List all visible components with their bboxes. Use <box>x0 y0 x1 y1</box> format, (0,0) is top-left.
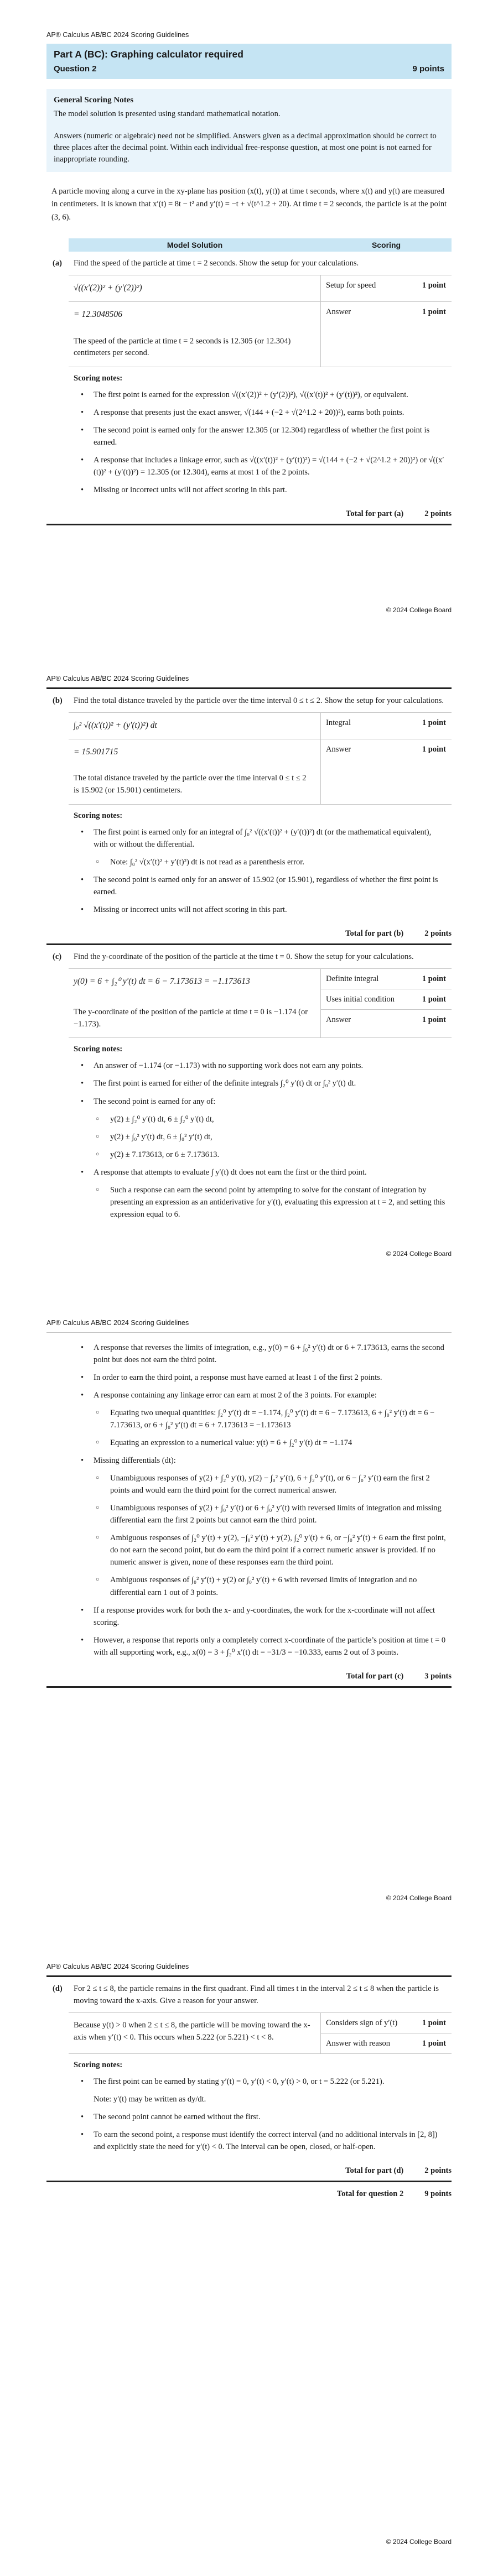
score-points: 1 point <box>422 307 446 317</box>
scoring-subnote: ○ Equating an expression to a numerical value: y(t) = 6 + ∫₂⁰ y′(t) dt = −1.174 <box>74 1437 447 1449</box>
scoring-subnote: ○ Note: ∫₀² √(x′(t)² + y′(t)²) dt is not read as a parenthesis error. <box>74 856 447 868</box>
scoring-subnote: ○ Unambiguous responses of y(2) + ∫₀² y′(t) or 6 + ∫₀² y′(t) with reversed limits of integration and missing differential earn the first 2 points but cannot earn the third point. <box>74 1502 447 1526</box>
scoring-subnote: ○ Ambiguous responses of ∫₀² y′(t) + y(2) or ∫₀² y′(t) + 6 with reversed limits of integration and no differential earn 1 out of 3 points. <box>74 1574 447 1598</box>
part-title: Part A (BC): Graphing calculator required <box>54 49 243 60</box>
table-row <box>69 302 452 367</box>
scoring-note: • The second point is earned only for an answer of 15.902 (or 15.901), regardless of whether the first point is earned. <box>74 874 447 898</box>
score-row <box>321 2033 452 2053</box>
header-rule <box>46 687 452 689</box>
score-row <box>321 275 452 295</box>
scoring-notes-title: Scoring notes: <box>74 1045 123 1054</box>
score-points: 1 point <box>422 281 446 290</box>
page-4 <box>0 1932 498 2576</box>
scoring-subnote: ○ Equating two unequal quantities: ∫₂⁰ y′(t) dt = −1.174, ∫₂⁰ y′(t) dt = 6 − 7.173613, 6 + ∫₀² y′(t) dt = 6 − 7.173613, or 6 + ∫₀² y′(t) dt = 6 + 7.173613 = −1.173613 <box>74 1407 447 1431</box>
scoring-note: • The first point is earned for either of the definite integrals ∫₂⁰ y′(t) dt or ∫₀² y′(t) dt. <box>74 1077 447 1089</box>
table-row <box>69 2013 452 2054</box>
part-d-table <box>69 2012 452 2160</box>
copyright: © 2024 College Board <box>386 2538 452 2546</box>
part-d-prompt <box>46 1983 452 2007</box>
part-a-scoring-notes <box>69 367 452 503</box>
section-divider <box>46 524 452 525</box>
scoring-note: • Missing differentials (dt): <box>74 1454 447 1467</box>
question-points: 9 points <box>412 64 444 74</box>
part-a-setup-formula: √((x′(2))² + (y′(2))²) <box>69 275 321 301</box>
scoring-subnote: ○ Unambiguous responses of y(2) + ∫₂⁰ y′(t), y(2) − ∫₀² y′(t), 6 + ∫₂⁰ y′(t), or 6 − ∫₀² y′(t) earn the first 2 points and would earn the third point for the correct numerical answer. <box>74 1472 447 1496</box>
part-c-table <box>69 968 452 1227</box>
scoring-note: • The first point is earned for the expression √((x′(2))² + (y′(2))²), √((x′(t))² + (y′(t))²), or equivalent. <box>74 389 447 401</box>
scoring-header: Scoring <box>371 241 401 250</box>
scoring-notes-title: Scoring notes: <box>74 374 123 383</box>
part-b-explanation: The total distance traveled by the particle over the time interval 0 ≤ t ≤ 2 is 15.902 (or 15.901) centimeters. <box>74 774 307 795</box>
table-row <box>69 713 452 739</box>
copyright: © 2024 College Board <box>386 606 452 614</box>
score-label: Integral <box>326 718 351 727</box>
scoring-note: • The second point is earned only for the answer 12.305 (or 12.304) regardless of whether the first point is earned. <box>74 424 447 449</box>
score-label: Answer <box>326 745 351 754</box>
part-c-label: (c) <box>53 952 62 961</box>
scoring-note: • A response that includes a linkage error, such as √((x′(t))² + (y′(t))²) = √(144 + (−2 + √(2^1.2 + 20))²) or √((x′(t))² + (y′(t))²) = 12.305 (or 12.304), earns at most 1 of the 2 points. <box>74 454 447 478</box>
scoring-note: • A response that presents just the exact answer, √(144 + (−2 + √(2^1.2 + 20))²), earns both points. <box>74 406 447 419</box>
general-scoring-notes-box <box>46 89 452 172</box>
table-row <box>69 739 452 805</box>
part-b-prompt <box>46 695 452 707</box>
score-row <box>321 969 452 989</box>
part-b-prompt-text: Find the total distance traveled by the particle over the time interval 0 ≤ t ≤ 2. Show the setup for your calculations. <box>74 696 444 705</box>
part-b-scoring-notes <box>69 805 452 922</box>
doc-header: AP® Calculus AB/BC 2024 Scoring Guidelines <box>46 31 189 39</box>
general-notes-paragraph-2: Answers (numeric or algebraic) need not be simplified. Answers given as a decimal approximation should be correct to three places after the decimal point. Within each individual free-response question, at most one point is not earned for inappropriate rounding. <box>54 131 437 164</box>
score-label: Considers sign of y′(t) <box>326 2018 398 2027</box>
scoring-subnote: ○ y(2) ± ∫₂⁰ y′(t) dt, 6 ± ∫₂⁰ y′(t) dt, <box>74 1113 447 1125</box>
total-part-d <box>46 2166 452 2176</box>
total-points: 3 points <box>424 1671 452 1681</box>
scoring-subnote: ○ y(2) ± ∫₀² y′(t) dt, 6 ± ∫₀² y′(t) dt, <box>74 1131 447 1143</box>
total-part-c <box>46 1672 452 1681</box>
section-divider <box>46 2181 452 2182</box>
score-points: 1 point <box>422 974 446 983</box>
score-points: 1 point <box>422 718 446 727</box>
part-d-label: (d) <box>53 1984 63 1993</box>
total-question <box>46 2189 452 2199</box>
part-banner <box>46 44 452 79</box>
part-d-scoring-notes <box>69 2054 452 2160</box>
score-label: Answer with reason <box>326 2038 390 2048</box>
score-row <box>321 989 452 1009</box>
score-row <box>321 739 452 759</box>
page-2 <box>0 644 498 1288</box>
scoring-note: • The second point cannot be earned without the first. <box>74 2111 447 2123</box>
part-d-prompt-text: For 2 ≤ t ≤ 8, the particle remains in the first quadrant. Find all times t in the interval 2 ≤ t ≤ 8 when the particle is moving toward the x-axis. Give a reason for your answer. <box>74 1984 439 2005</box>
general-notes-paragraph-1: The model solution is presented using standard mathematical notation. <box>54 109 281 118</box>
scoring-note: • A response that attempts to evaluate ∫ y′(t) dt does not earn the first or the third point. <box>74 1166 447 1179</box>
scoring-note: • However, a response that reports only a completely correct x-coordinate of the particle’s position at time t = 0 with all supporting work, e.g., x(0) = 3 + ∫₂⁰ x′(t) dt = −31/3 = −10.333, earns 2 out of 3 points. <box>74 1634 447 1659</box>
part-c-scoring-notes-continued <box>69 1333 452 1665</box>
scoring-note: • In order to earn the third point, a response must have earned at least 1 of the first 2 points. <box>74 1372 447 1384</box>
scoring-note-continuation: Note: y′(t) may be written as dy/dt. <box>94 2095 206 2104</box>
scoring-note: • The second point is earned for any of: <box>74 1096 447 1108</box>
doc-header: AP® Calculus AB/BC 2024 Scoring Guidelines <box>46 675 189 682</box>
section-divider <box>46 943 452 945</box>
problem-statement: A particle moving along a curve in the xy-plane has position (x(t), y(t)) at time t seconds, where x(t) and y(t) are measured in centimeters. It is known that x′(t) = 8t − t² and y′(t) = −t + √(t^1.2 + 20). At time t = 2 seconds, the particle is at the point (3, 6). <box>51 186 447 222</box>
scoring-note: • The first point can be earned by stating y′(t) = 0, y′(t) < 0, y′(t) > 0, or t = 5.222 (or 5.221). <box>74 2076 447 2088</box>
score-label: Definite integral <box>326 974 379 983</box>
part-a-answer-value: = 12.3048506 <box>74 310 122 320</box>
total-part-b <box>46 929 452 938</box>
part-b-label: (b) <box>53 696 63 705</box>
part-c-explanation: The y-coordinate of the position of the particle at time t = 0 is −1.174 (or −1.173). <box>74 1007 308 1029</box>
scoring-notes-title: Scoring notes: <box>74 811 123 820</box>
page-1 <box>0 0 498 644</box>
part-c-scoring-notes <box>69 1038 452 1227</box>
scoring-note: • The first point is earned only for an integral of ∫₀² √((x′(t))² + (y′(t))²) dt (or the mathematical equivalent), with or without the differential. <box>74 826 447 851</box>
total-label: Total for part (d) <box>345 2166 404 2176</box>
total-points: 2 points <box>424 2166 452 2176</box>
solution-table-header <box>69 238 452 252</box>
part-c-notes-continued <box>69 1333 452 1665</box>
scoring-subnote: ○ Such a response can earn the second point by attempting to solve for the constant of integration by presenting an expression as an antiderivative for y′(t), evaluating this expression at t = 2, and setting this expression equal to 6. <box>74 1184 447 1221</box>
header-rule <box>46 1975 452 1977</box>
general-notes-title: General Scoring Notes <box>54 96 134 105</box>
part-a-label: (a) <box>53 259 62 268</box>
doc-header: AP® Calculus AB/BC 2024 Scoring Guidelines <box>46 1963 189 1970</box>
score-points: 1 point <box>422 745 446 754</box>
part-b-answer-value: = 15.901715 <box>74 747 118 757</box>
table-row <box>69 969 452 1039</box>
part-a-table <box>69 275 452 503</box>
score-row <box>321 713 452 733</box>
total-label: Total for part (a) <box>345 509 404 519</box>
model-solution-header: Model Solution <box>167 241 223 250</box>
part-c-prompt-text: Find the y-coordinate of the position of the particle at the time t = 0. Show the setup for your calculations. <box>74 952 414 961</box>
scoring-subnote: ○ Ambiguous responses of ∫₂⁰ y′(t) + y(2), −∫₀² y′(t) + y(2), ∫₂⁰ y′(t) + 6, or −∫₀² y′(t) + 6 earn the first point, do not earn the second point, but do earn the third point if a correct numeric answer is provided. If no numeric answer is given, none of these responses earn the third point. <box>74 1532 447 1568</box>
scoring-note: • Missing or incorrect units will not affect scoring in this part. <box>74 904 447 916</box>
score-label: Answer <box>326 1015 351 1025</box>
total-points: 2 points <box>424 509 452 519</box>
score-row <box>321 2013 452 2033</box>
part-b-table <box>69 712 452 922</box>
table-row <box>69 275 452 302</box>
copyright: © 2024 College Board <box>386 1250 452 1258</box>
part-b-integral-formula: ∫₀² √((x′(t))² + (y′(t))²) dt <box>69 713 321 739</box>
score-label: Setup for speed <box>326 281 376 290</box>
copyright: © 2024 College Board <box>386 1894 452 1902</box>
part-c-prompt <box>46 951 452 963</box>
score-row <box>321 1009 452 1030</box>
part-c-formula: y(0) = 6 + ∫₂⁰ y′(t) dt = 6 − 7.173613 = −1.173613 <box>74 976 250 986</box>
total-label: Total for part (c) <box>346 1671 404 1681</box>
score-points: 1 point <box>422 1015 446 1025</box>
scoring-notes-title: Scoring notes: <box>74 2061 123 2070</box>
scoring-note: • If a response provides work for both the x- and y-coordinates, the work for the x-coordinate will not affect scoring. <box>74 1604 447 1629</box>
question-label: Question 2 <box>54 64 97 74</box>
scoring-note: • An answer of −1.174 (or −1.173) with no supporting work does not earn any points. <box>74 1060 447 1072</box>
score-points: 1 point <box>422 2018 446 2027</box>
score-label: Uses initial condition <box>326 994 395 1004</box>
total-label: Total for part (b) <box>345 929 404 938</box>
part-d-model-solution: Because y(t) > 0 when 2 ≤ t ≤ 8, the particle will be moving toward the x-axis when y′(t) < 0. This occurs when 5.222 (or 5.221) < t < 8. <box>74 2020 310 2042</box>
scoring-note: • A response that reverses the limits of integration, e.g., y(0) = 6 + ∫₀² y′(t) dt or 6 + 7.173613, earns the second point but does not earn the third point. <box>74 1342 447 1366</box>
part-a-prompt-text: Find the speed of the particle at time t = 2 seconds. Show the setup for your calculations. <box>74 259 359 268</box>
part-a-prompt <box>46 258 452 270</box>
total-label: Total for question 2 <box>336 2189 404 2199</box>
page-3 <box>0 1288 498 1932</box>
scoring-note: • To earn the second point, a response must identify the correct interval (and no additional intervals in [2, 8]) and explicitly state the need for y′(t) < 0. The interval can be open, closed, or half-open. <box>74 2129 447 2153</box>
scoring-note: • Missing or incorrect units will not affect scoring in this part. <box>74 484 447 496</box>
scoring-note: • A response containing any linkage error can earn at most 2 of the 3 points. For example: <box>74 1389 447 1401</box>
doc-header: AP® Calculus AB/BC 2024 Scoring Guidelines <box>46 1319 189 1327</box>
score-label: Answer <box>326 307 351 317</box>
total-points: 9 points <box>424 2189 452 2199</box>
score-points: 1 point <box>422 994 446 1004</box>
total-part-a <box>46 509 452 519</box>
total-points: 2 points <box>424 929 452 938</box>
scoring-subnote: ○ y(2) ± 7.173613, or 6 ± 7.173613. <box>74 1149 447 1161</box>
section-divider <box>46 1686 452 1688</box>
score-row <box>321 302 452 322</box>
part-a-explanation: The speed of the particle at time t = 2 seconds is 12.305 (or 12.304) centimeters per second. <box>74 336 291 358</box>
score-points: 1 point <box>422 2038 446 2048</box>
